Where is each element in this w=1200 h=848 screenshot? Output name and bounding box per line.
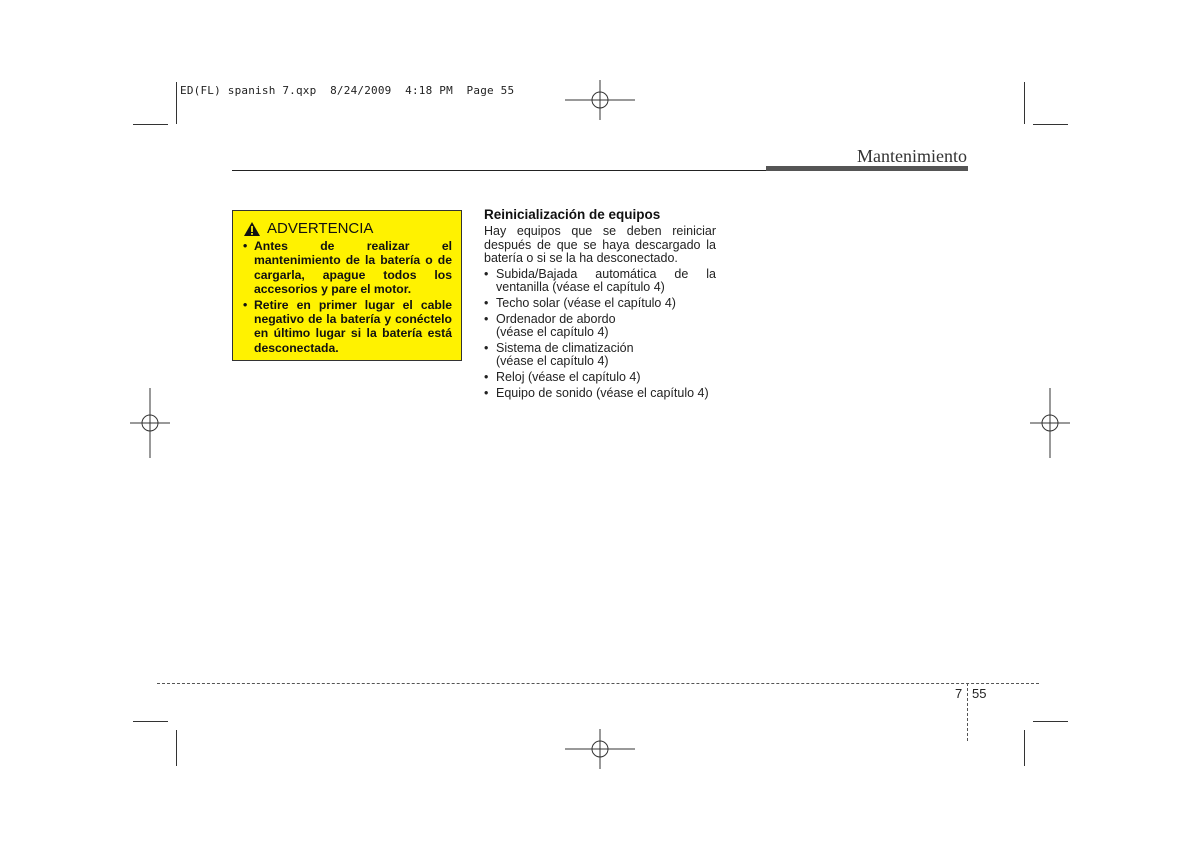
list-item: • Reloj (véase el capítulo 4) [484, 371, 716, 385]
list-item: • Ordenador de abordo (véase el capítulo 4) [484, 313, 716, 340]
section-title: Mantenimiento [857, 146, 967, 166]
registration-mark-left [130, 388, 170, 458]
header-rule-accent [766, 166, 968, 171]
list-item: • Equipo de sonido (véase el capítulo 4) [484, 387, 716, 401]
warning-item: • Retire en primer lugar el cable negativo de la batería y conéctelo en último lugar si la batería está desconectada. [243, 298, 452, 356]
header-rule [232, 170, 768, 171]
registration-mark-right [1030, 388, 1070, 458]
list-item: • Subida/Bajada automática de la ventanilla (véase el capítulo 4) [484, 268, 716, 295]
registration-mark-top [565, 80, 635, 120]
page-number-separator [967, 683, 968, 741]
reset-section [484, 207, 716, 402]
print-slug: ED(FL) spanish 7.qxp 8/24/2009 4:18 PM Page 55 [180, 84, 515, 97]
reset-equipment-list [484, 268, 716, 400]
warning-box [232, 210, 462, 361]
registration-mark-bottom [565, 729, 635, 769]
warning-title: ADVERTENCIA [267, 220, 374, 237]
reset-section-intro: Hay equipos que se deben reiniciar después de que se haya descargado la batería o si se la ha desconectado. [484, 224, 716, 266]
list-item: • Sistema de climatización (véase el capítulo 4) [484, 342, 716, 369]
page-number: 55 [972, 686, 987, 701]
footer-rule [157, 683, 1039, 684]
list-item: • Techo solar (véase el capítulo 4) [484, 297, 716, 311]
warning-item: • Antes de realizar el mantenimiento de la batería o de cargarla, apague todos los accesorios y pare el motor. [243, 239, 452, 297]
reset-section-title: Reinicialización de equipos [484, 207, 661, 222]
warning-header [243, 220, 452, 237]
warning-triangle-icon [243, 221, 261, 237]
warning-list [243, 239, 452, 355]
chapter-number: 7 [955, 686, 963, 701]
